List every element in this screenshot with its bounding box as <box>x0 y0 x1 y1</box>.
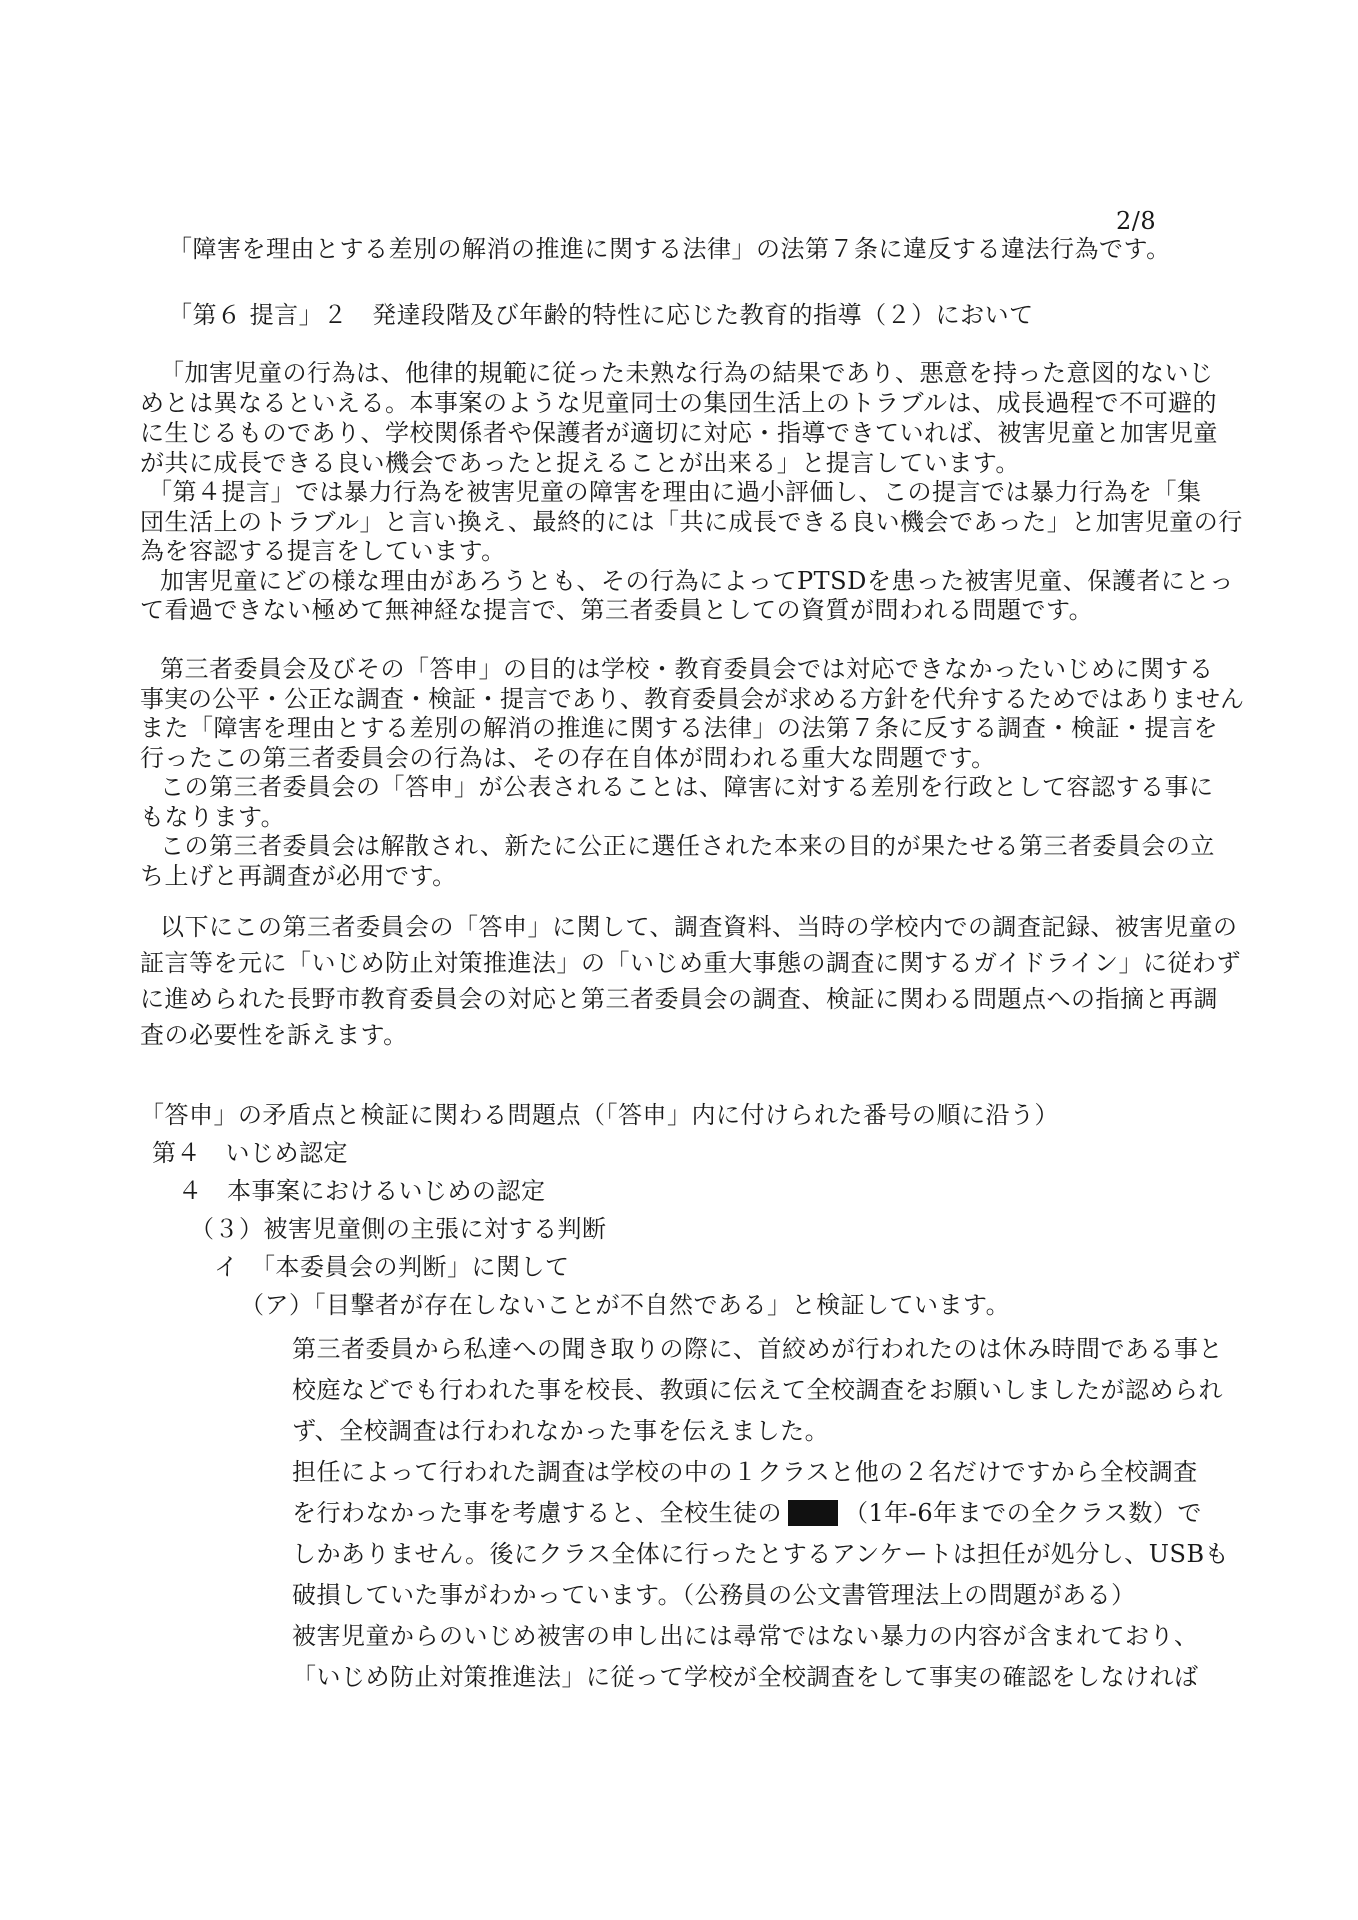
line-text: を行わなかった事を考慮すると、全校生徒の <box>292 1499 782 1527</box>
paragraph-line: て看過できない極めて無神経な提言で、第三者委員としての資質が問われる問題です。 <box>140 596 1094 624</box>
redaction-block <box>788 1500 838 1526</box>
paragraph-line: 加害児童にどの様な理由があろうとも、その行為によってPTSDを患った被害児童、保護者にとっ <box>160 567 1234 595</box>
paragraph-line: 査の必要性を訴えます。 <box>140 1021 408 1049</box>
paragraph-line: 破損していた事がわかっています。（公務員の公文書管理法上の問題がある） <box>292 1581 1136 1609</box>
page-number: 2/8 <box>1116 207 1157 235</box>
paragraph-line: に生じるものであり、学校関係者や保護者が適切に対応・指導できていれば、被害児童と加害児童 <box>140 419 1218 447</box>
paragraph-line: 以下にこの第三者委員会の「答申」に関して、調査資料、当時の学校内での調査記録、被害児童の <box>160 913 1238 941</box>
paragraph-line: 第三者委員から私達への聞き取りの際に、首絞めが行われたのは休み時間である事と <box>292 1335 1223 1363</box>
outline-level-1: 第４ いじめ認定 <box>152 1139 348 1167</box>
paragraph-line: また「障害を理由とする差別の解消の推進に関する法律」の法第７条に反する調査・検証・提言を <box>140 714 1218 742</box>
paragraph-line: 被害児童からのいじめ被害の申し出には尋常ではない暴力の内容が含まれており、 <box>292 1622 1199 1650</box>
section-heading-proposal-6: 「第６ 提言」２ 発達段階及び年齢的特性に応じた教育的指導（２）において <box>168 301 1034 329</box>
paragraph-line: ち上げと再調査が必用です。 <box>140 862 457 890</box>
paragraph-line: 「いじめ防止対策推進法」に従って学校が全校調査をして事実の確認をしなければ <box>292 1663 1199 1691</box>
paragraph-line: この第三者委員会の「答申」が公表されることは、障害に対する差別を行政として容認する事に <box>160 773 1214 801</box>
paragraph-line: 「第４提言」では暴力行為を被害児童の障害を理由に過小評価し、この提言では暴力行為を「集 <box>148 478 1202 506</box>
paragraph-line: 校庭などでも行われた事を校長、教頭に伝えて全校調査をお願いしましたが認められ <box>292 1376 1223 1404</box>
line-text: （1年-6年までの全クラス数）で <box>844 1499 1202 1527</box>
paragraph-line: しかありません。後にクラス全体に行ったとするアンケートは担任が処分し、USBも <box>292 1540 1230 1568</box>
intro-paragraph: 「障害を理由とする差別の解消の推進に関する法律」の法第７条に違反する違法行為です。 <box>168 235 1171 263</box>
paragraph-line: 担任によって行われた調査は学校の中の１クラスと他の２名だけですから全校調査 <box>292 1458 1198 1486</box>
outline-level-2: ４ 本事案におけるいじめの認定 <box>178 1177 546 1205</box>
paragraph-line: 団生活上のトラブル」と言い換え、最終的には「共に成長できる良い機会であった」と加害児童の行 <box>140 508 1243 536</box>
paragraph-line: 事実の公平・公正な調査・検証・提言であり、教育委員会が求める方針を代弁するためではありません <box>140 685 1244 713</box>
paragraph-line: もなります。 <box>140 803 286 831</box>
outline-title: 「答申」の矛盾点と検証に関わる問題点（「答申」内に付けられた番号の順に沿う） <box>140 1101 1059 1129</box>
outline-level-4: イ 「本委員会の判断」に関して <box>214 1253 570 1281</box>
paragraph-line: 証言等を元に「いじめ防止対策推進法」の「いじめ重大事態の調査に関するガイドライン」に従わず <box>140 949 1242 977</box>
paragraph-line: に進められた長野市教育委員会の対応と第三者委員会の調査、検証に関わる問題点への指摘と再調 <box>140 985 1218 1013</box>
paragraph-line <box>292 1494 1202 1532</box>
outline-level-3: （３）被害児童側の主張に対する判断 <box>190 1215 607 1243</box>
paragraph-line: この第三者委員会は解散され、新たに公正に選任された本来の目的が果たせる第三者委員会の立 <box>160 832 1215 860</box>
paragraph-line: 為を容認する提言をしています。 <box>140 537 506 565</box>
paragraph-line: が共に成長できる良い機会であったと捉えることが出来る」と提言しています。 <box>140 449 1020 477</box>
paragraph-line: ず、全校調査は行われなかった事を伝えました。 <box>292 1417 830 1445</box>
paragraph-line: 「加害児童の行為は、他律的規範に従った未熟な行為の結果であり、悪意を持った意図的ないじ <box>160 359 1214 387</box>
paragraph-line: めとは異なるといえる。本事案のような児童同士の集団生活上のトラブルは、成長過程で不可避的 <box>140 389 1218 417</box>
outline-level-5: （ア）「目撃者が存在しないことが不自然である」と検証しています。 <box>240 1291 1011 1319</box>
paragraph-line: 第三者委員会及びその「答申」の目的は学校・教育委員会では対応できなかったいじめに関する <box>160 655 1214 683</box>
paragraph-line: 行ったこの第三者委員会の行為は、その存在自体が問われる重大な問題です。 <box>140 744 996 772</box>
